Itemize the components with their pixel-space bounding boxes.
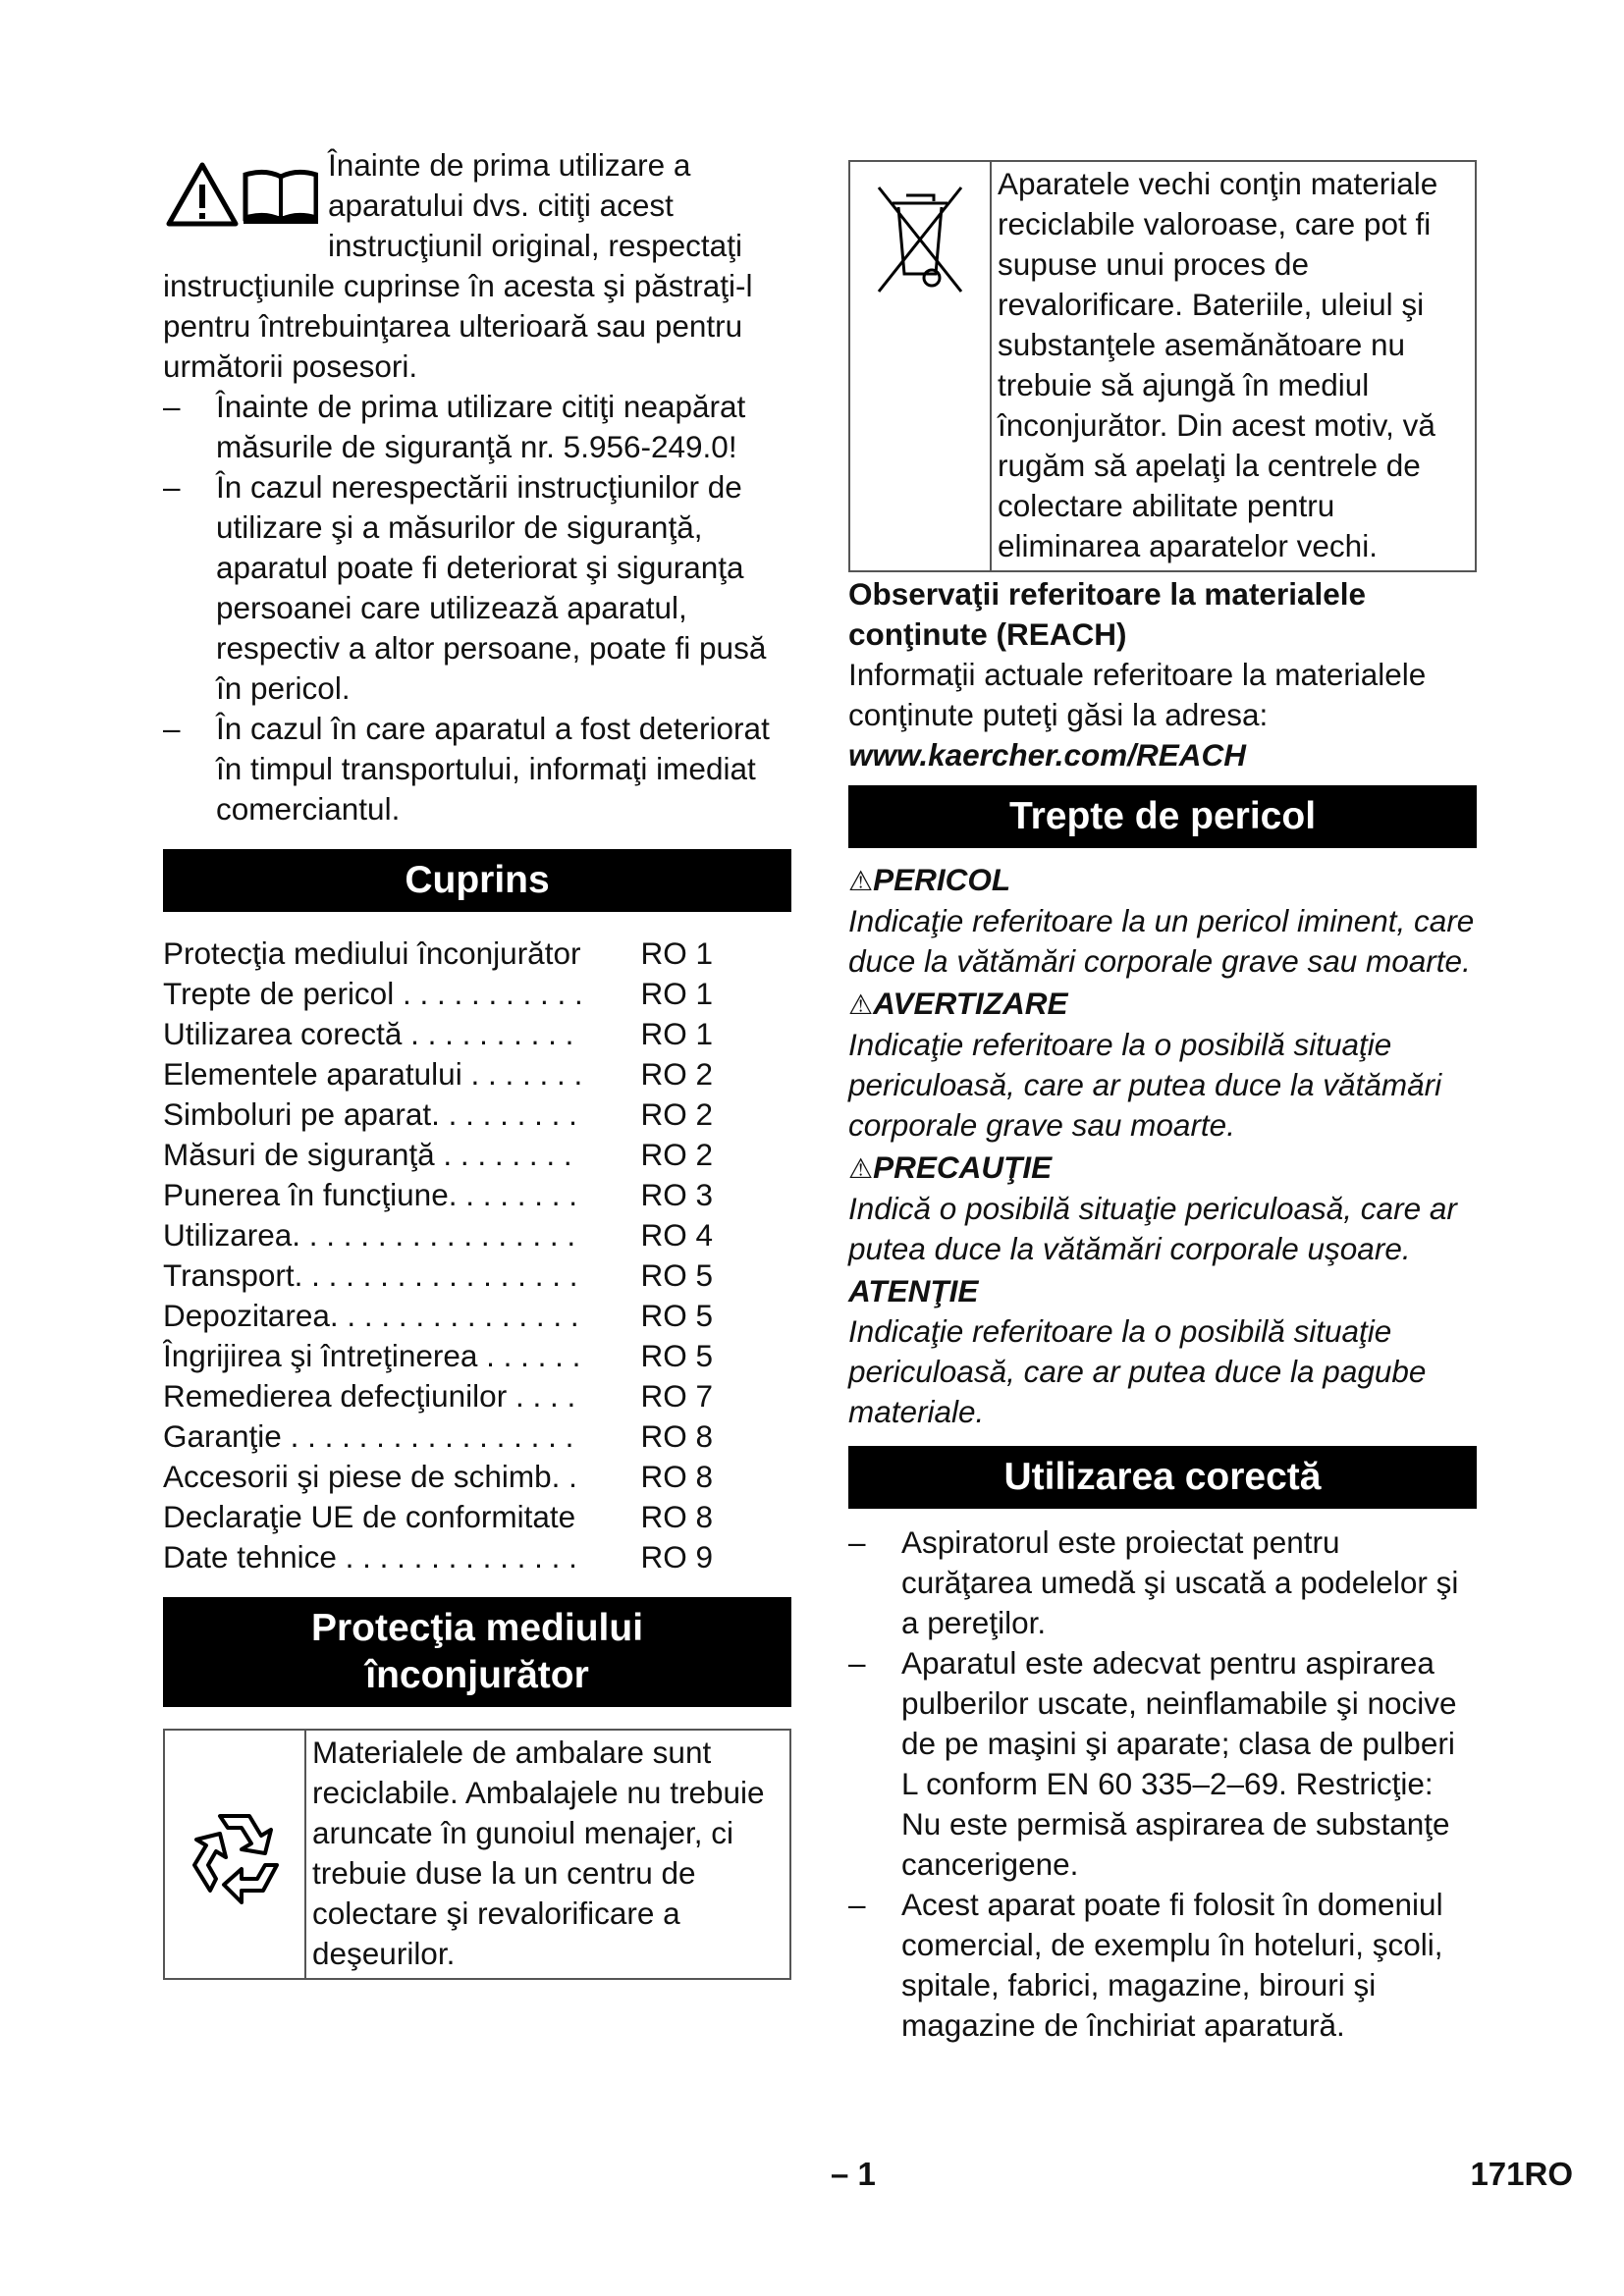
toc-row[interactable] xyxy=(163,974,713,1014)
toc-page: RO 3 xyxy=(640,1177,713,1212)
utilizarea-bullet: – Aparatul este adecvat pentru aspirarea pulberilor uscate, neinflamabile şi nocive de pe maşini şi aparate; clasa de pulberi L conform EN 60 335–2–69. Restricţie: Nu este permisă aspirarea de substanţe cancerigene. xyxy=(848,1643,1477,1885)
toc-dots: . . . . xyxy=(507,1378,576,1414)
toc-title: Remedierea defecţiunilor xyxy=(163,1378,508,1414)
toc-page: RO 5 xyxy=(640,1298,713,1333)
toc-title: Garanţie xyxy=(163,1418,282,1454)
toc-row[interactable] xyxy=(163,1135,713,1175)
toc-page: RO 5 xyxy=(640,1257,713,1293)
danger-level-label: ATENŢIE xyxy=(848,1273,979,1308)
toc-title: Accesorii şi piese de schimb xyxy=(163,1459,552,1494)
toc-row[interactable] xyxy=(163,1416,713,1457)
left-column xyxy=(163,145,791,1980)
toc-row[interactable] xyxy=(163,1014,713,1054)
toc-row[interactable] xyxy=(163,934,713,974)
utilizarea-heading: Utilizarea corectă xyxy=(848,1446,1477,1509)
page-number: – 1 xyxy=(831,2156,876,2192)
toc-page: RO 2 xyxy=(640,1056,713,1092)
toc-page: RO 2 xyxy=(640,1137,713,1172)
intro-bullets xyxy=(163,387,791,829)
trepte-heading: Trepte de pericol xyxy=(848,785,1477,848)
toc-page: RO 4 xyxy=(640,1217,713,1253)
toc-page: RO 2 xyxy=(640,1096,713,1132)
toc-row[interactable] xyxy=(163,1376,713,1416)
warning-triangle-icon: ⚠ xyxy=(848,1153,874,1184)
toc-row[interactable] xyxy=(163,1095,713,1135)
crossed-bin-icon xyxy=(871,182,969,299)
utilizarea-bullet: – Aspiratorul este proiectat pentru curăţarea umedă şi uscată a podelelor şi a pereţilor. xyxy=(848,1522,1477,1643)
toc-dots: . . . . . . . . . . . . . . xyxy=(336,1539,577,1575)
toc-title: Utilizarea xyxy=(163,1217,293,1253)
danger-level-text: Indicaţie referitoare la o posibilă situaţie periculoasă, care ar putea duce la pagube materiale. xyxy=(848,1313,1427,1429)
toc-dots: . . . . . . . . . . . . . . . . . xyxy=(281,1418,574,1454)
toc-page: RO 1 xyxy=(640,976,713,1011)
toc-dots: . . . . . . xyxy=(477,1338,581,1373)
danger-level-text: Indicaţie referitoare la un pericol iminent, care duce la vătămări corporale grave sau moarte. xyxy=(848,903,1475,979)
toc-title: Punerea în funcţiune xyxy=(163,1177,449,1212)
mediu-heading xyxy=(163,1597,791,1707)
toc-title: Utilizarea corectă xyxy=(163,1016,403,1051)
toc-row[interactable] xyxy=(163,1457,713,1497)
danger-level-label: ⚠AVERTIZARE xyxy=(848,986,1068,1021)
toc-dots: . . . . . . . . . . . xyxy=(394,976,583,1011)
danger-level-label: ⚠PRECAUŢIE xyxy=(848,1149,1053,1185)
toc-dots: . . . . . . . . xyxy=(434,1137,572,1172)
recycling-box xyxy=(163,1729,791,1980)
toc-page: RO 9 xyxy=(640,1539,713,1575)
warning-triangle-icon: ⚠ xyxy=(848,989,874,1020)
intro-section xyxy=(163,145,791,829)
toc-page: RO 1 xyxy=(640,935,713,971)
toc-page: RO 7 xyxy=(640,1378,713,1414)
toc-page: RO 8 xyxy=(640,1459,713,1494)
toc-page: RO 8 xyxy=(640,1418,713,1454)
toc-dots: . . . . . . . . . . . . . . . xyxy=(329,1298,579,1333)
toc-title: Îngrijirea şi întreţinerea xyxy=(163,1338,478,1373)
recycling-text: Materialele de ambalare sunt reciclabile. Ambalajele nu trebuie aruncate în gunoiul menajer, ci trebuie duse la un centru de colectare şi revalorificare a deşeurilor. xyxy=(312,1735,765,1971)
toc-dots: . . . . . . . . . . . . . . . . . xyxy=(294,1257,578,1293)
recycling-icon xyxy=(181,1800,289,1908)
toc-dots: . . . . . . . . . . xyxy=(402,1016,574,1051)
danger-levels xyxy=(848,860,1477,1432)
reach-title: Observaţii referitoare la materialele conţinute (REACH) xyxy=(848,576,1367,652)
old-appliances-box xyxy=(848,160,1477,572)
cuprins-heading: Cuprins xyxy=(163,849,791,912)
reach-link[interactable]: www.kaercher.com/REACH xyxy=(848,737,1246,773)
mediu-heading-line: Protecţia mediului xyxy=(310,1607,644,1649)
toc-row[interactable] xyxy=(163,1255,713,1296)
table-of-contents xyxy=(163,934,713,1577)
toc-title: Trepte de pericol xyxy=(163,976,395,1011)
crossed-bin-icon-cell xyxy=(850,162,992,570)
intro-bullet: – În cazul nerespectării instrucţiunilor de utilizare şi a măsurilor de siguranţă, aparatul poate fi deteriorat şi siguranţa persoanei care utilizează aparatul, respectiv a altor persoane, poate fi pusă în pericol. xyxy=(163,467,791,709)
intro-bullet: – În cazul în care aparatul a fost deteriorat în timpul transportului, informaţi imediat comerciantul. xyxy=(163,709,791,829)
toc-title: Declaraţie UE de conformitate xyxy=(163,1499,576,1534)
right-column xyxy=(848,160,1477,2046)
toc-title: Elementele aparatului xyxy=(163,1056,462,1092)
toc-title: Protecţia mediului înconjurător xyxy=(163,935,581,971)
warning-triangle-icon: ⚠ xyxy=(848,866,874,896)
warning-and-manual-icon xyxy=(163,153,318,230)
intro-bullet: – Înainte de prima utilizare citiţi neapărat măsurile de siguranţă nr. 5.956-249.0! xyxy=(163,387,791,467)
toc-row[interactable] xyxy=(163,1215,713,1255)
toc-dots: . . . . . . . xyxy=(461,1056,583,1092)
old-appliances-text: Aparatele vechi conţin materiale reciclabile valoroase, care pot fi supuse unui proces de revalorificare. Bateriile, uleiul şi substanţele asemănătoare nu trebuie să ajungă în mediul înconjurător. Din acest motiv, vă rugăm să apelaţi la centrele de colectare abilitate pentru eliminarea aparatelor vechi. xyxy=(998,166,1438,563)
toc-page: RO 8 xyxy=(640,1499,713,1534)
intro-text: Înainte de prima utilizare a aparatului dvs. citiţi acest instrucţiunil original, respectaţi instrucţiunile cuprinse în acesta şi păstraţi-l pentru întrebuinţarea ulterioară sau pentru următorii posesori. xyxy=(163,147,753,384)
mediu-heading-line: înconjurător xyxy=(365,1654,589,1696)
toc-title: Date tehnice xyxy=(163,1539,337,1575)
toc-dots: . . . . . . . . . . . . . . . . . xyxy=(292,1217,576,1253)
toc-row[interactable] xyxy=(163,1537,713,1577)
page-code: 171RO xyxy=(1470,2156,1573,2192)
toc-dots: . . . . . . . . xyxy=(448,1177,577,1212)
reach-text: Informaţii actuale referitoare la materialele conţinute puteţi găsi la adresa: xyxy=(848,657,1427,732)
recycling-icon-cell xyxy=(165,1731,306,1978)
toc-page: RO 1 xyxy=(640,1016,713,1051)
toc-row[interactable] xyxy=(163,1497,713,1537)
toc-title: Depozitarea xyxy=(163,1298,330,1333)
toc-row[interactable] xyxy=(163,1336,713,1376)
toc-row[interactable] xyxy=(163,1175,713,1215)
utilizarea-bullets xyxy=(848,1522,1477,2046)
toc-title: Transport xyxy=(163,1257,295,1293)
danger-level-label: ⚠PERICOL xyxy=(848,862,1011,897)
toc-page: RO 5 xyxy=(640,1338,713,1373)
toc-dots: . . xyxy=(551,1459,577,1494)
toc-title: Măsuri de siguranţă xyxy=(163,1137,435,1172)
toc-row[interactable] xyxy=(163,1296,713,1336)
toc-row[interactable] xyxy=(163,1054,713,1095)
danger-level-text: Indicaţie referitoare la o posibilă situaţie periculoasă, care ar putea duce la vătămări corporale grave sau moarte. xyxy=(848,1027,1442,1143)
toc-title: Simboluri pe aparat xyxy=(163,1096,432,1132)
toc-dots: . . . . . . . . . xyxy=(431,1096,577,1132)
utilizarea-bullet: – Acest aparat poate fi folosit în domeniul comercial, de exemplu în hoteluri, şcoli, spitale, fabrici, magazine, birouri şi magazine de închiriat aparatură. xyxy=(848,1885,1477,2046)
danger-level-text: Indică o posibilă situaţie periculoasă, care ar putea duce la vătămări corporale uşoare. xyxy=(848,1191,1457,1266)
